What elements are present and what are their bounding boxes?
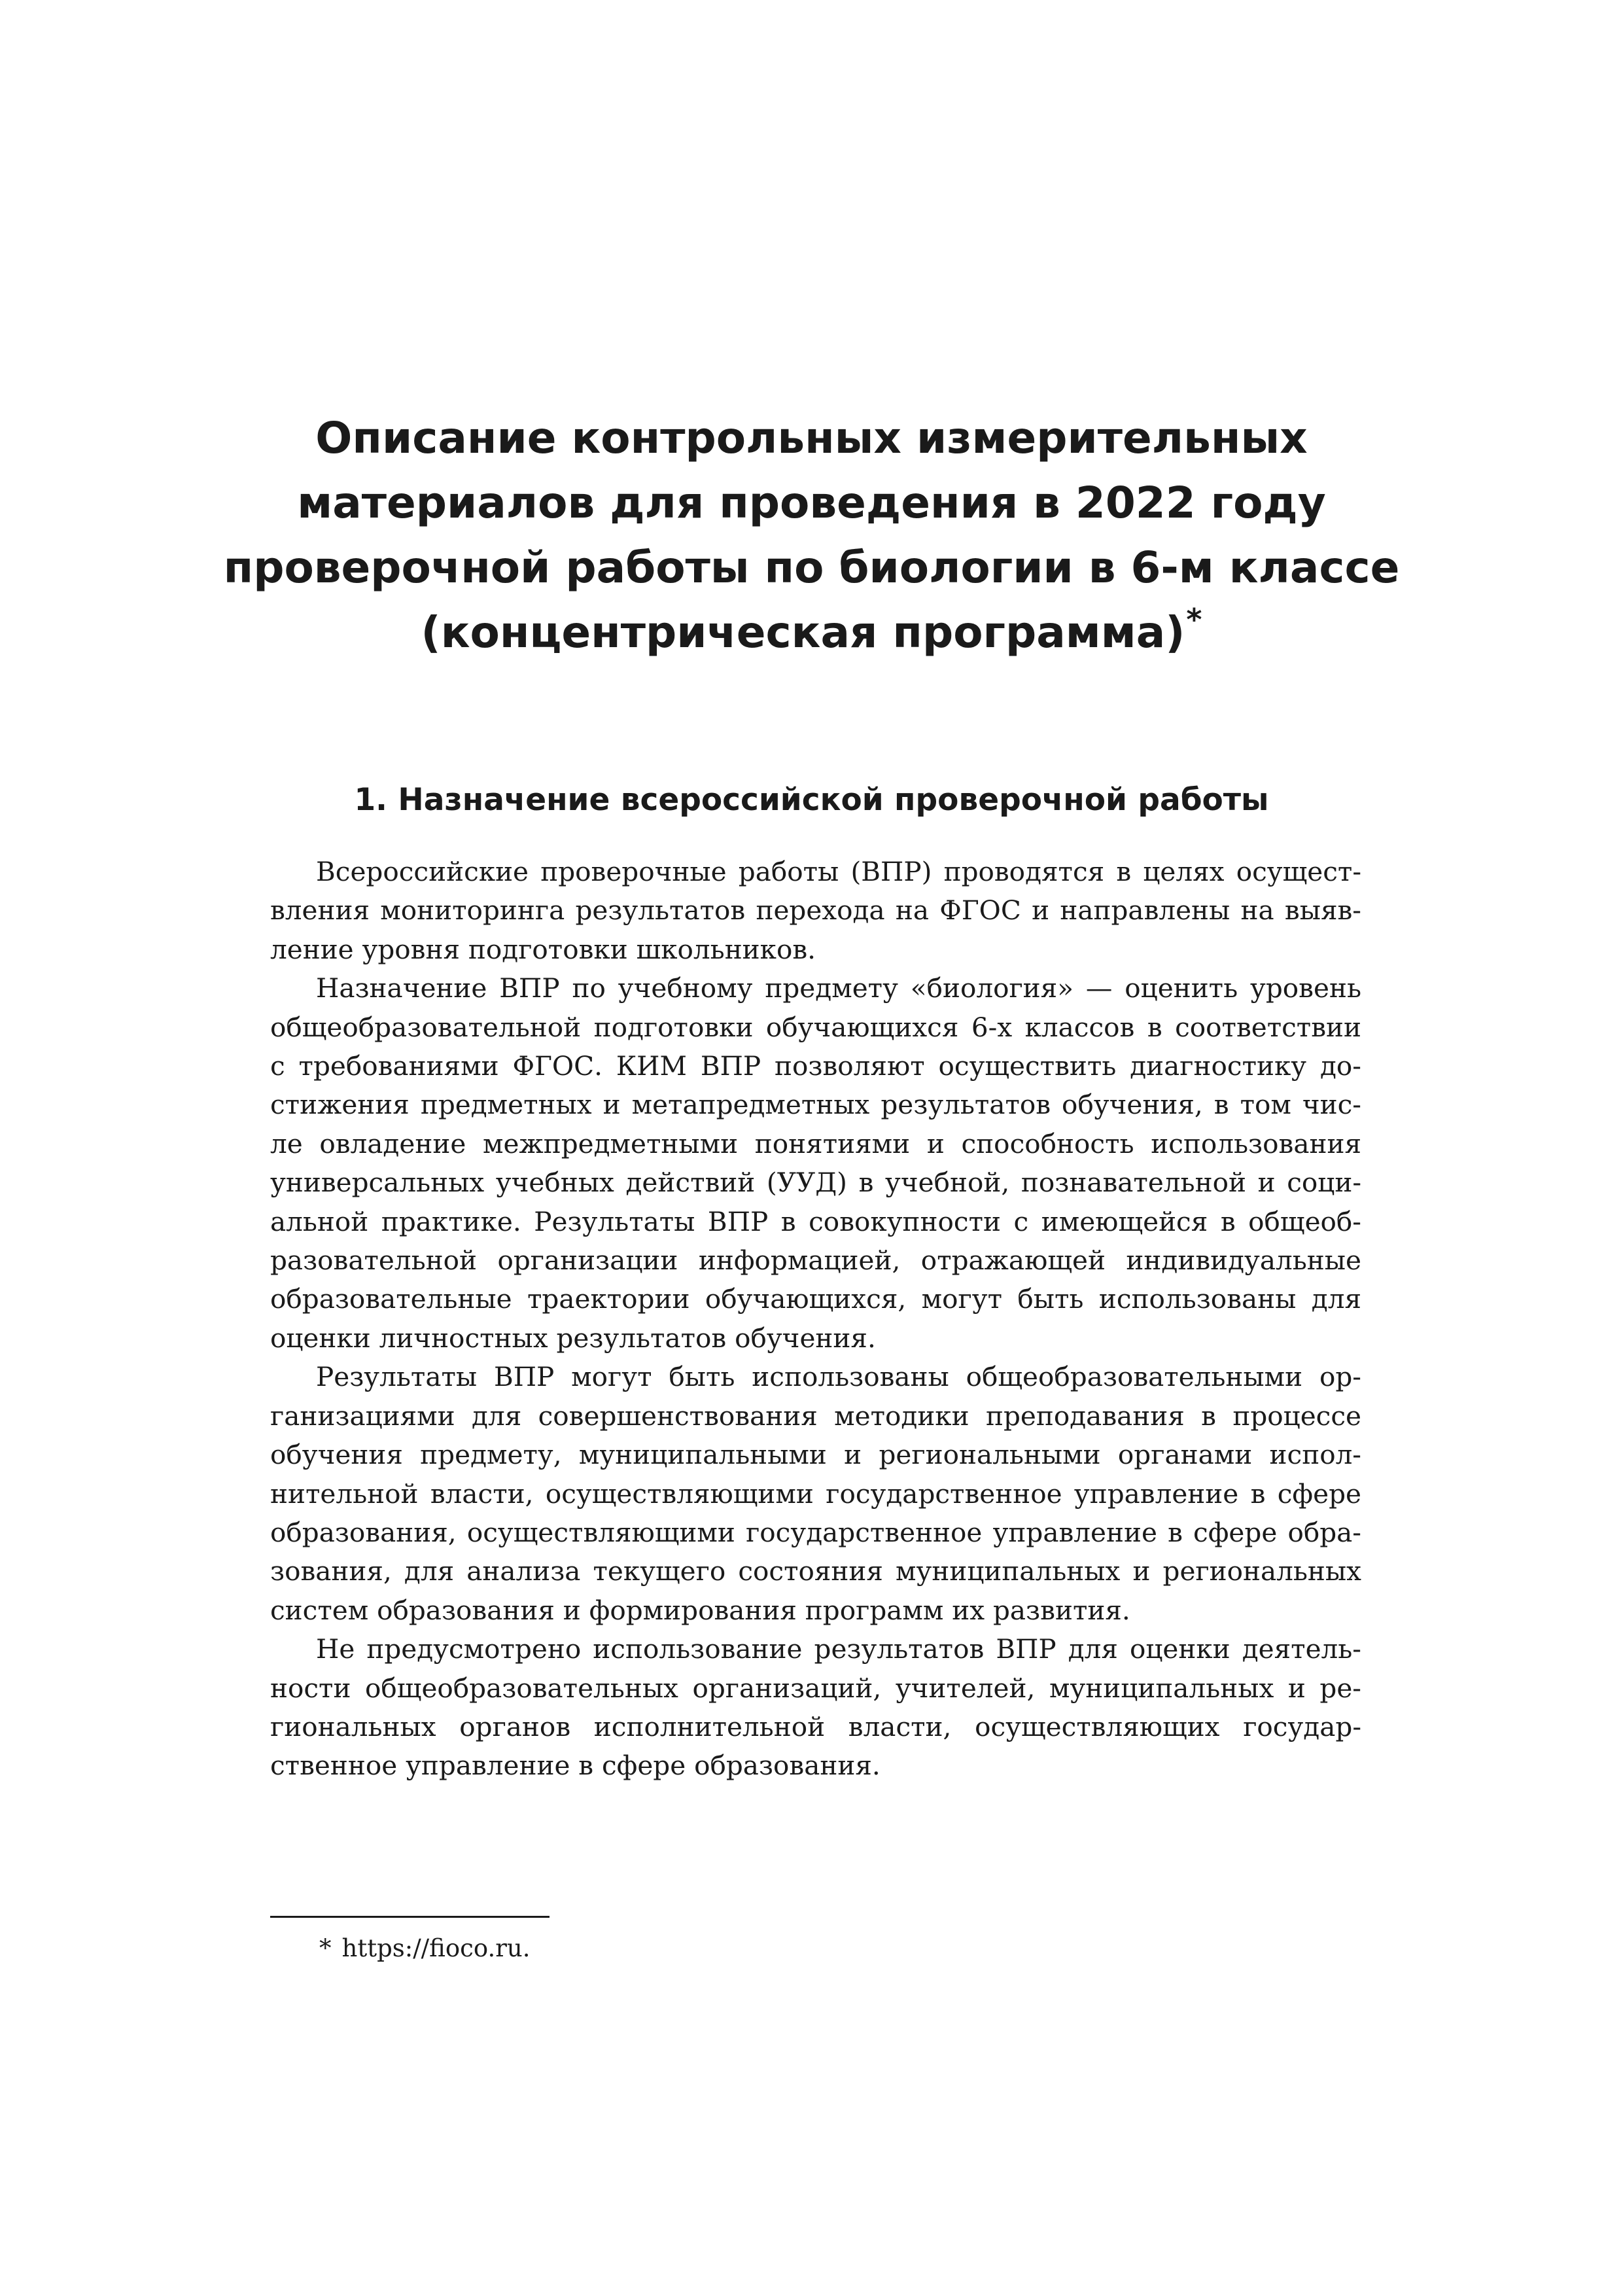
- paragraph: [270, 1630, 1361, 1786]
- paragraph-line: нительной власти, осуществляющими государственное управление в сфере: [270, 1477, 1361, 1510]
- paragraph-line: систем образования и формирования программ их развития.: [270, 1594, 1130, 1626]
- footnote-link-text: https://fioco.ru.: [341, 1934, 531, 1962]
- paragraph-line: образования, осуществляющими государственное управление в сфере обра-: [270, 1516, 1361, 1548]
- paragraph-line: с требованиями ФГОС. КИМ ВПР позволяют осуществить диагностику до-: [270, 1050, 1361, 1082]
- paragraph-line: общеобразовательной подготовки обучающихся 6-х классов в соответствии: [270, 1011, 1361, 1043]
- paragraph-line: ности общеобразовательных организаций, учителей, муниципальных и ре-: [270, 1672, 1361, 1704]
- title-line: [196, 600, 1427, 669]
- paragraph-line: ганизациями для совершенствования методики преподавания в процессе: [270, 1400, 1361, 1432]
- title-footnote-marker: *: [1186, 602, 1202, 637]
- paragraph-line: обучения предмету, муниципальными и региональными органами испол-: [270, 1439, 1361, 1471]
- paragraph-line: Не предусмотрено использование результатов ВПР для оценки деятель-: [316, 1633, 1361, 1665]
- footnote-marker: *: [319, 1934, 332, 1962]
- paragraph-line: Результаты ВПР могут быть использованы общеобразовательными ор-: [316, 1361, 1361, 1393]
- title-line: материалов для проведения в 2022 году: [297, 478, 1326, 528]
- paragraph-line: образовательные траектории обучающихся, могут быть использованы для: [270, 1283, 1361, 1315]
- paragraph-line: ственное управление в сфере образования.: [270, 1750, 881, 1782]
- paragraph-line: зования, для анализа текущего состояния муниципальных и региональных: [270, 1555, 1361, 1587]
- paragraph-line: Всероссийские проверочные работы (ВПР) проводятся в целях осущест-: [316, 856, 1361, 887]
- title-line: проверочной работы по биологии в 6-м классе: [223, 542, 1400, 593]
- footnote: [319, 1932, 530, 1966]
- paragraph: [270, 853, 1361, 969]
- paragraph: [270, 969, 1361, 1358]
- paragraph-line: ление уровня подготовки школьников.: [270, 933, 816, 965]
- paragraph-line: стижения предметных и метапредметных результатов обучения, в том чис-: [270, 1089, 1361, 1121]
- paragraph-line: оценки личностных результатов обучения.: [270, 1322, 876, 1354]
- paragraph: [270, 1358, 1361, 1630]
- footnote-divider: [270, 1916, 550, 1918]
- title-line-text: (концентрическая программа): [421, 607, 1185, 658]
- paragraph-line: универсальных учебных действий (УУД) в учебной, познавательной и соци-: [270, 1167, 1361, 1199]
- paragraph-line: гиональных органов исполнительной власти, осуществляющих государ-: [270, 1710, 1361, 1742]
- paragraph-line: разовательной организации информацией, отражающей индивидуальные: [270, 1245, 1361, 1277]
- body-text: [270, 853, 1361, 1786]
- paragraph-line: альной практике. Результаты ВПР в совокупности с имеющейся в общеоб-: [270, 1205, 1361, 1237]
- paragraph-line: вления мониторинга результатов перехода на ФГОС и направлены на выяв-: [270, 894, 1361, 927]
- paragraph-line: Назначение ВПР по учебному предмету «биология» — оценить уровень: [316, 972, 1361, 1004]
- title-line: Описание контрольных измерительных: [315, 413, 1308, 463]
- page-title: [196, 406, 1427, 669]
- section-heading: 1. Назначение всероссийской проверочной работы: [354, 782, 1269, 818]
- paragraph-line: ле овладение межпредметными понятиями и способность использования: [270, 1127, 1361, 1159]
